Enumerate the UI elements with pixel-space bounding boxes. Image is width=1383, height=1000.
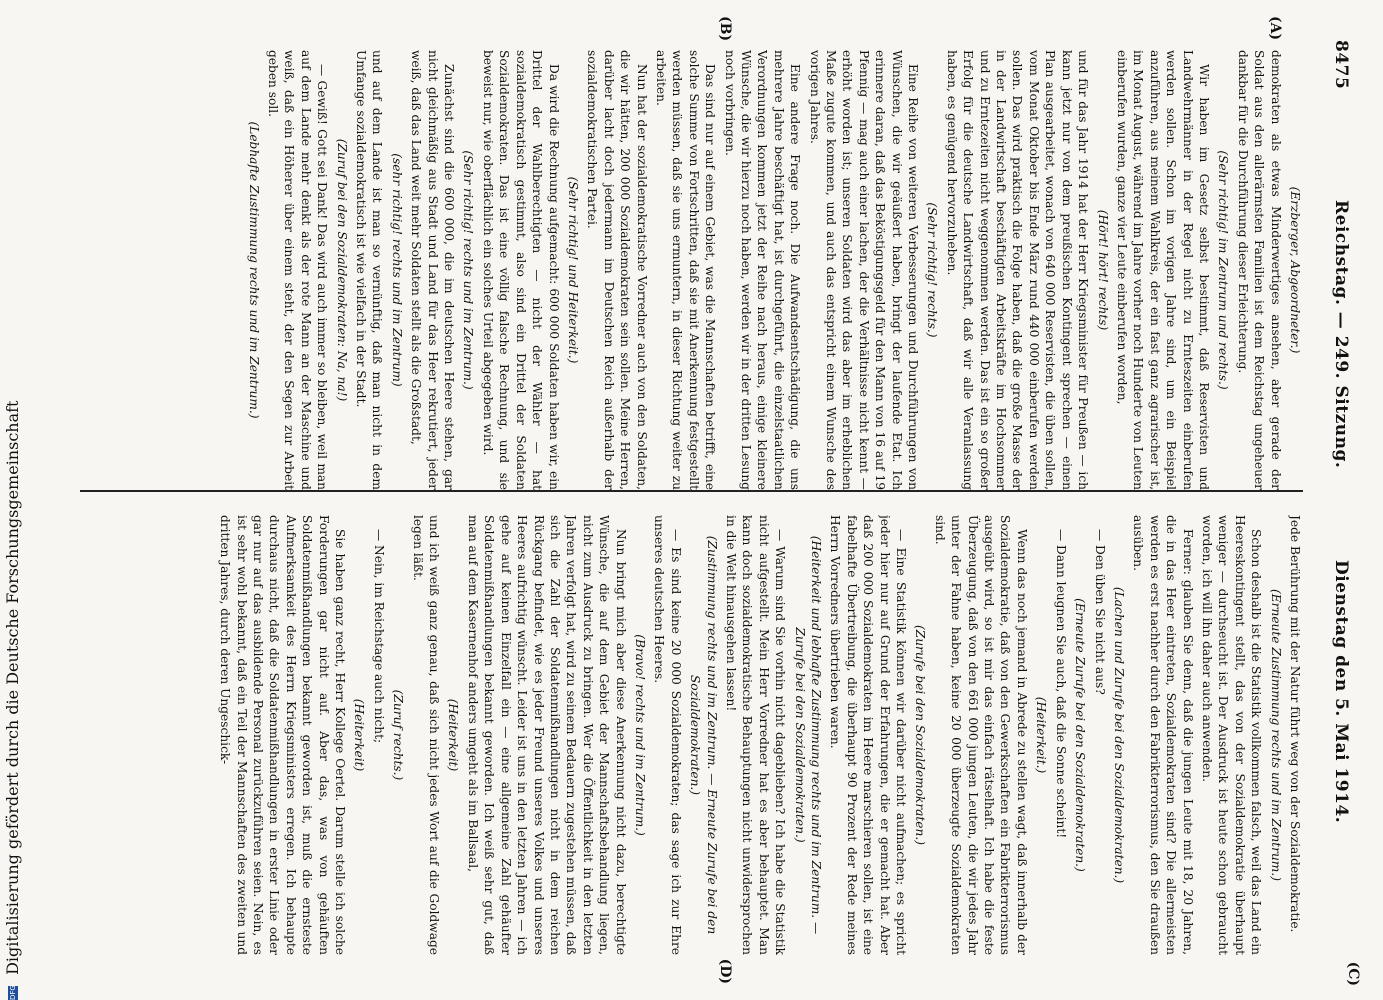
right-text-column [70,515,1303,955]
left-column-paragraph: Nun hat der sozialdemokratische Vorredner auch von den Soldaten, die wir hätten, 200 000 Sozialdemokraten sein sollen. Meine Herren, darüber lacht doch jedermann im Deutschen Reich außerhalb der sozialdemokratischen Partei. [585,50,649,490]
left-column-paragraph: Eine Reihe von weiteren Verbesserungen und Durchführungen von Wünschen, die wir geäußert haben, bringt der laufende Etat. Ich erinnere daran, daß das Beköstigungsgeld für den Mann von 16 auf 19 Pfennig — mag auch einer lachen, der die Verhältnisse nicht kennt — erhöht worden ist; unseren Soldaten wird das aber im erheblichen Maße zugute kommen, und auch das entspricht einem Wunsche des vorigen Jahres. [807,50,921,490]
right-column-paragraph: (Zurufe bei den Sozialdemokraten.) [913,624,928,845]
left-column-paragraph: (Lebhafte Zustimmung rechts und im Zentrum.) [246,121,261,419]
right-column-paragraph: (Bravo! rechts und im Zentrum.) [632,634,647,836]
right-column-paragraph: (Erneute Zustimmung rechts und im Zentrum.) [1268,589,1283,881]
left-column-paragraph: und für das Jahr 1914 hat der Herr Kriegsminister für Preußen — ich kann jetzt nur von dem preußischen Kontingent sprechen — einen Plan ausgearbeitet, wonach von 640 000 Reservisten, die üben sollen, vom Monat Oktober bis Ende März rund 440 000 einberufen werden sollen. Das wird praktisch die Folge haben, daß die große Masse der in der Landwirtschaft beschäftigten Arbeitskräfte im Hochsommer und zu Erntezeiten nicht weggenommen werden. Das ist ein so großer Erfolg für die deutsche Landwirtschaft, daß wir alle Veranlassung haben, es genügend hervorzuheben. [944,50,1091,490]
margin-marker-d: (D) [717,958,733,984]
date-head: Dienstag den 5. Mai 1914. [1331,560,1351,824]
left-column-paragraph: Da wird die Rechnung aufgemacht: 600 000 Soldaten haben wir, ein Drittel der Wahlberechtigten — nicht der Wähler — hat sozialdemokratisch gestimmt, also sind ein Drittel der Soldaten Sozialdemokraten. Das ist eine völlig falsche Rechnung, und sie beweist nur, wie oberflächlich ein solches Urteil abgegeben wird. [480,50,561,490]
left-column-paragraph: demokraten als etwas Minderwertiges ansehen, aber gerade der Soldat aus den allerärmsten Familien ist dem Reichstag ungeheuer dankbar für die Durchführung dieser Erleichterung. [1235,50,1283,490]
left-column-paragraph: (Erzberger, Abgeordneter.) [1288,186,1302,354]
left-column-paragraph: Wir haben im Gesetz selbst bestimmt, daß Reservisten und Landwehrmänner in der Regel nicht zu Ernteszeiten einberufen werden sollen. Schon im vorigen Jahre sind, um ein Beispiel anzuführen, aus meinem Wahlkreis, der ein fast ganz agrarischer ist, im Monat August, während im Jahre vorher noch Hunderte von Leuten einberufen wurden, ganze vier Leute einberufen worden, [1114,50,1211,490]
dfg-logo-icon: DFG [8,985,17,1000]
margin-marker-c: (C) [1345,961,1361,986]
left-column-paragraph: (Sehr richtig! im Zentrum und rechts.) [1216,150,1231,390]
page-number: 8475 [1331,40,1351,90]
left-text-column [70,50,1303,490]
right-column-paragraph: — Eine Statistik können wir darüber nicht aufmachen; es spricht jeder hier nur auf Grund der Erfahrungen, die er gemacht hat. Aber daß 200 000 Sozialdemokraten im Heere marschieren sollen, ist eine fabelhafte Übertreibung, die überhaupt 90 Prozent der Rede meines Herrn Vorredners übertrieben waren. [828,515,909,955]
right-column-paragraph: (Heiterkeit) [352,698,367,772]
left-column-paragraph: Eine andere Frage noch. Die Aufwandsentschädigung, die uns mehrere Jahre beschäftigt hat, ist durchgeführt, die einzelstaatlichen Verordnungen kommen jetzt der Reihe nach heraus, einige kleinere Wünsche, die wir hierzu noch haben, werden wir in der dritten Lesung noch vorbringen. [722,50,803,490]
left-column-paragraph: — Gewiß! Gott sei Dank! Das wird auch immer so bleiben, weil man auf dem Lande mehr denkt als der rote Mann an der Maschine und weiß, daß ein Höherer über einem steht, der den Segen zur Arbeit geben soll. [266,50,330,490]
left-column-paragraph: Das sind nur auf einem Gebiet, was die Mannschaften betrifft, eine solche Summe von Fortschritten, daß sie mit Anerkennung festgestellt werden müssen, daß sie uns ermuntern, in dieser Richtung weiter zu arbeiten. [653,50,718,490]
margin-marker-b: (B) [717,16,733,42]
left-column-paragraph: (Sehr richtig! rechts und im Zentrum.) [461,150,476,390]
left-column-paragraph: (Zuruf bei den Sozialdemokraten: Na, na!) [334,138,349,402]
left-column-paragraph: Zunächst sind die 600 000, die im deutschen Heere stehen, gar nicht gleichmäßig aus Stadt und Land für das Heer rekrutiert, jeder weiß, daß das Land weit mehr Soldaten stellt als die Großstadt, [409,50,457,490]
running-head: Reichstag. — 249. Sitzung. [1331,200,1351,469]
digitization-credit [2,0,26,1000]
right-column-paragraph: — Den üben Sie nicht aus? [1092,529,1107,695]
right-column-paragraph: (Lachen und Zurufe bei den Sozialdemokraten.) [1111,586,1126,884]
right-column-paragraph: Ferner: glauben Sie denn, daß die jungen Leute mit 18, 20 Jahren, die in das Heer eintreten, Sozialdemokraten sind? Die allermeisten werden es erst nachher durch den Fabrikterrorismus, den Sie draußen ausüben. [1131,515,1195,955]
right-column-paragraph: (Erneute Zurufe bei den Sozialdemokraten.) [1073,598,1088,872]
left-column-paragraph: (Sehr richtig! und Heiterkeit.) [565,176,580,364]
page-header [1321,40,1361,960]
left-column-paragraph: (Hört! hört! rechts) [1095,209,1110,331]
right-column-paragraph: Wenn das noch jemand in Abrede zu stellen wagt, daß innerhalb der Sozialdemokratie, daß von den Gewerkschaften ein Fabrikterrorismus ausgeübt wird, so ist mir das einfach rätselhaft. Ich habe die feste Überzeugung, daß von den 661 000 jungen Leuten, die wir jedes Jahr unter der Fahne haben, keine 20 000 überzeugte Sozialdemokraten sind. [932,515,1029,955]
right-column-paragraph: — Es sind keine 20 000 Sozialdemokraten; das sage ich zur Ehre unseres deutschen Heeres. [652,515,683,955]
right-column-paragraph: (Zuruf rechts.) [391,689,406,781]
left-column-paragraph: und auf dem Lande ist man so vernünftig, daß man nicht in dem Umfange sozialdemokratisch ist wie vielfach in der Stadt. [354,50,385,490]
right-column-paragraph: — Dann leugnen Sie auch, daß die Sonne scheint! [1053,529,1068,839]
right-column-paragraph: und ich weiß ganz genau, daß sich nicht jedes Wort auf die Goldwage legen läßt. [410,515,442,955]
credit-text: Digitalisierung gefördert durch die Deutsche Forschungsgemeinschaft [3,400,22,975]
right-column-paragraph: (Heiterkeit und lebhafte Zustimmung rechts und im Zentrum. — Zurufe bei den Sozialdemokraten.) [792,535,824,935]
right-column-paragraph: Jede Berührung mit der Natur führt weg von der Sozialdemokratie. [1288,515,1302,933]
column-divider [80,490,1303,492]
right-column-paragraph: Sie haben ganz recht, Herr Kollege Oertel. Darum stelle ich solche Forderungen gar nicht auf. Aber das, was von gehäuften Soldatenmißhandlungen bekannt geworden ist, muß die ernsteste Aufmerksamkeit des Herrn Kriegsministers erregen. Ich behaupte durchaus nicht, daß die Soldatenmißhandlungen in erster Linie oder gar nur auf das ausbildende Personal zurückzuführen seien. Nein, es ist sehr wohl bekannt, daß ein Teil der Mannschaften des zweiten und dritten Jahres, durch deren Ungeschick- [218,515,348,955]
left-column-paragraph: (sehr richtig! rechts und im Zentrum) [389,153,404,387]
right-column-paragraph: (Zustimmung rechts und im Zentrum. — Erneute Zurufe bei den Sozialdemokraten.) [688,535,719,935]
left-column-paragraph: (Sehr richtig! rechts.) [925,202,940,338]
right-column-paragraph: — Nein, im Reichstage auch nicht; [371,529,386,744]
right-column-paragraph: Nun bringt mich aber diese Anerkennung nicht dazu, berechtigte Wünsche, die auf dem Gebiet der Mannschaftsbehandlung liegen, nicht zum Ausdruck zu bringen. Wer die Öffentlichkeit in den letzten Jahren verfolgt hat, wird zu seinem Bedauern zugestehen müssen, daß sich die Zahl der Soldatenmißhandlungen nicht in dem reichen Rückgang befindet, wie es jeder Freund unseres Volkes und unseres Heeres aufrichtig wünscht. Leider ist uns in den letzten Jahren — ich gehe auf keinen Einzelfall ein — eine allgemeine Zahl gehäufter Soldatenmißhandlungen bekannt geworden. Ich weiß sehr gut, daß man auf dem Kasernenhof anders umgeht als im Ballsaal, [465,515,628,955]
right-column-paragraph: — Warum sind Sie vorhin nicht dageblieben? Ich habe die Statistik nicht aufgestellt. Mein Herr Vorredner hat es aber behauptet. Man kann doch sozialdemokratische Behauptungen nicht unwidersprochen in die Welt hinausgehen lassen! [724,515,788,955]
margin-marker-a: (A) [1267,16,1283,41]
right-column-paragraph: (Heiterkeit) [446,698,461,772]
right-column-paragraph: (Heiterkeit.) [1034,696,1049,774]
right-column-paragraph: Schon deshalb ist die Statistik vollkommen falsch, weil das Land ein Heereskontingent stellt, das von der Sozialdemokratie überhaupt weniger — durchseucht ist. Der Ausdruck ist heute schon gebraucht worden, ich will ihn daher auch anwenden. [1199,515,1264,955]
